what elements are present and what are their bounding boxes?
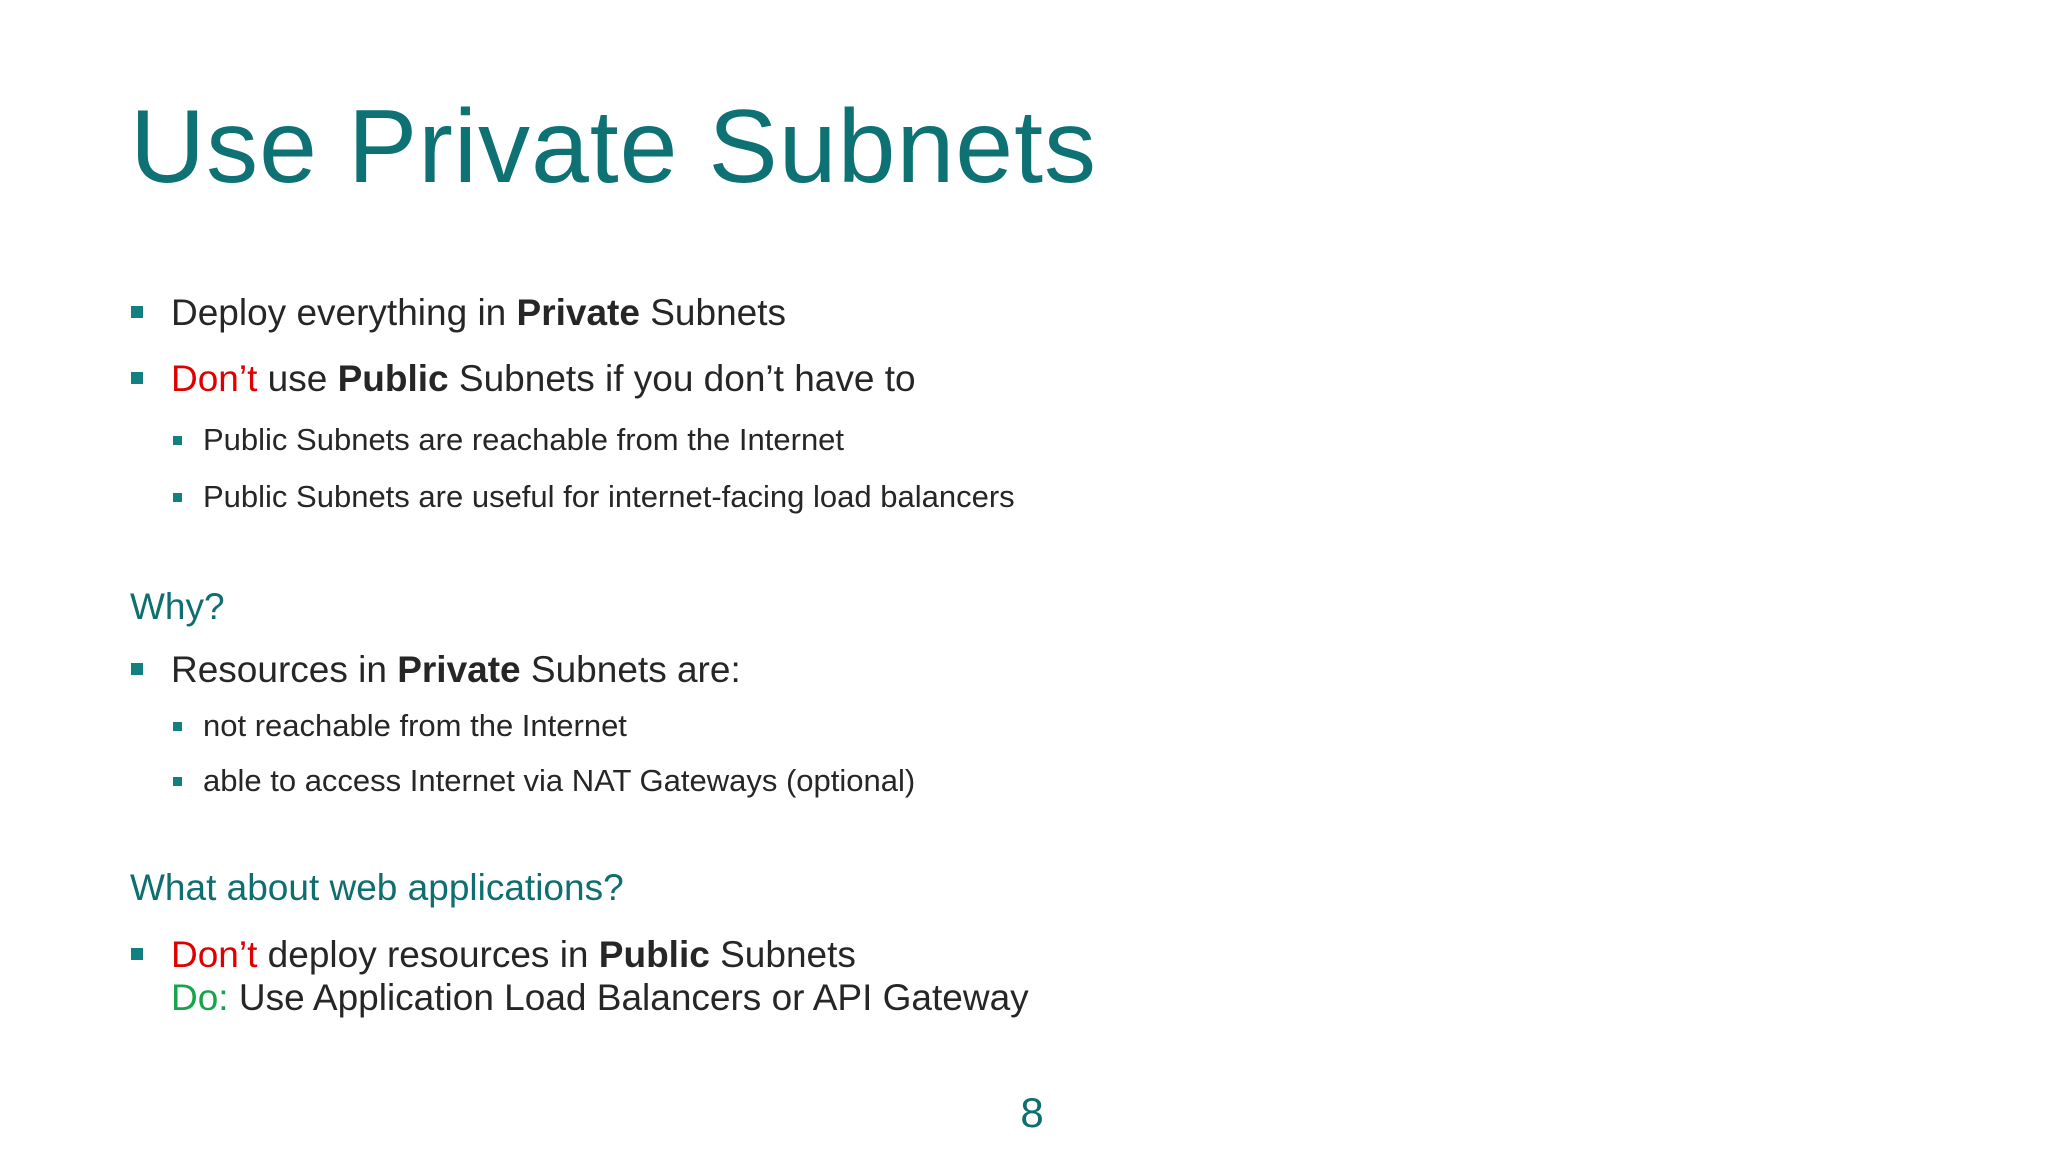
bullet-dont-use-public	[171, 355, 916, 403]
section-heading-why: Why?	[130, 586, 225, 627]
sub-bullet-marker	[173, 493, 182, 502]
sub-bullet-not-reachable: not reachable from the Internet	[203, 708, 627, 743]
emphasis-private: Private	[516, 292, 640, 333]
dont-label: Don’t	[171, 358, 258, 399]
text-segment: Use Application Load Balancers or API Gateway	[228, 977, 1029, 1018]
sub-bullet-marker	[173, 777, 182, 786]
section-heading-web-apps: What about web applications?	[130, 867, 624, 908]
sub-bullet-nat-gateways: able to access Internet via NAT Gateways (optional)	[203, 763, 916, 798]
bullet-marker	[131, 948, 143, 960]
emphasis-public: Public	[598, 934, 710, 975]
sub-bullet-marker	[173, 436, 182, 445]
text-segment: Subnets	[709, 934, 856, 975]
page-number: 8	[1020, 1089, 1044, 1136]
dont-label: Don’t	[171, 934, 258, 975]
bullet-marker	[131, 372, 143, 384]
text-segment: Subnets if you don’t have to	[448, 358, 916, 399]
text-segment: Subnets	[639, 292, 787, 333]
slide-title: Use Private Subnets	[130, 89, 1098, 205]
sub-bullet-load-balancers: Public Subnets are useful for internet-facing load balancers	[203, 479, 1015, 514]
emphasis-public: Public	[337, 358, 449, 399]
text-segment: deploy resources in	[257, 934, 599, 975]
bullet-marker	[131, 663, 143, 675]
bullet-resources-private	[171, 646, 741, 694]
bullet-do-use-alb	[171, 974, 1029, 1022]
text-segment: Resources in	[171, 649, 398, 690]
do-label: Do:	[171, 977, 229, 1018]
bullet-deploy-private	[171, 289, 786, 337]
text-segment: use	[257, 358, 338, 399]
text-segment: Deploy everything in	[171, 292, 517, 333]
emphasis-private: Private	[397, 649, 521, 690]
bullet-dont-deploy-public	[171, 931, 856, 979]
text-segment: Subnets are:	[520, 649, 741, 690]
sub-bullet-marker	[173, 722, 182, 731]
bullet-marker	[131, 306, 143, 318]
sub-bullet-reachable: Public Subnets are reachable from the Internet	[203, 422, 845, 457]
